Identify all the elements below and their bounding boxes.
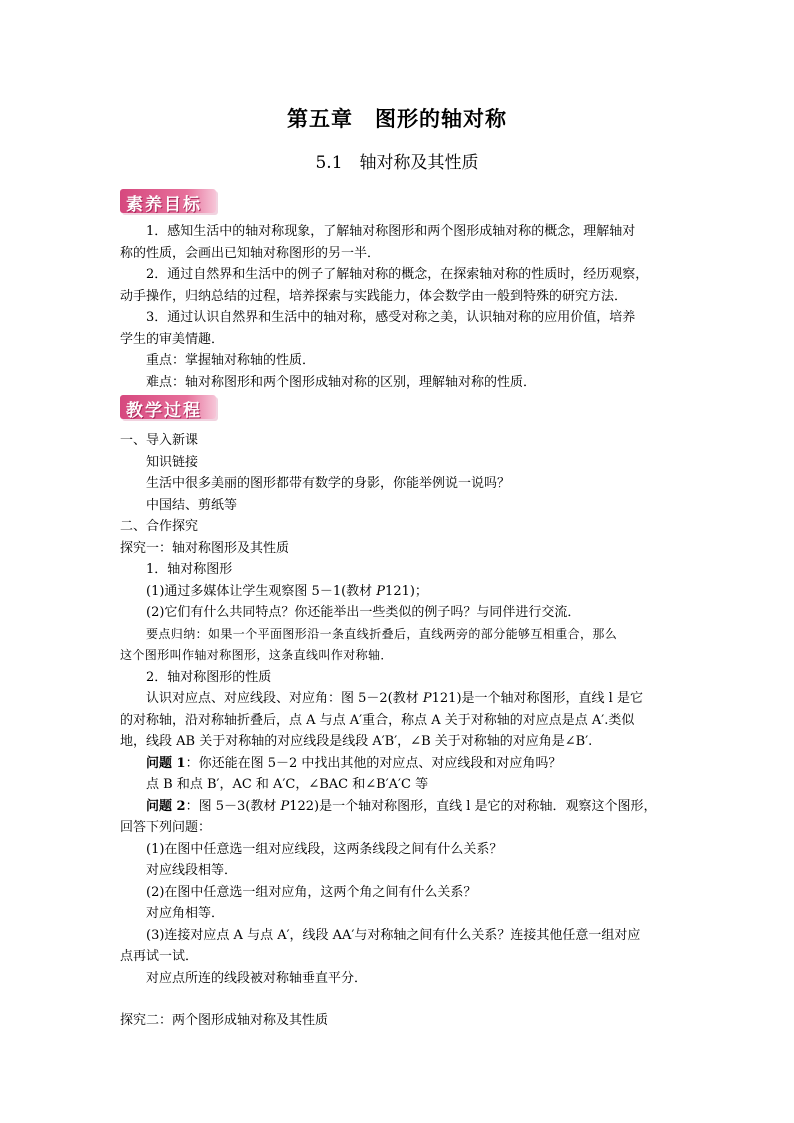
section-import-heading: 一、导入新课 [120, 433, 199, 448]
life-question: 生活中很多美丽的图形都带有数学的身影，你能举例说一说吗？ [146, 476, 511, 491]
question-2-line-1 [120, 796, 680, 818]
property-line-3: 地，线段 AB 关于对称轴的对应线段是线段 A′B′，∠B 关于对称轴的对应角是∠B′. [120, 734, 593, 749]
question-2-part-3-answer: 对应点所连的线段被对称轴垂直平分． [146, 970, 368, 986]
question-2-part-1: (1)在图中任意选一组对应线段，这两条线段之间有什么关系？ [146, 841, 503, 857]
process-section [120, 430, 680, 1032]
question-1-text: ：你还能在图 5－2 中找出其他的对应点、对应线段和对应角吗？ [185, 755, 562, 771]
explore-1-heading: 探究一：轴对称图形及其性质 [120, 540, 290, 556]
q2-text-a: ：图 5－3(教材 [185, 798, 281, 814]
question-2-part-1-answer: 对应线段相等． [146, 863, 238, 878]
subsection-1: 1．轴对称图形 [146, 562, 233, 577]
question-1-answer: 点 B 和点 B′，AC 和 A′C，∠BAC 和∠B′A′C 等 [146, 777, 429, 792]
question-1 [120, 753, 680, 775]
goal-1-line-1: 1．感知生活中的轴对称现象，了解轴对称图形和两个图形成轴对称的概念，理解轴对 [146, 224, 636, 239]
goal-3-line-2: 学生的审美情趣． [120, 331, 225, 347]
goal-2-line-2: 动手操作，归纳总结的过程，培养探索与实践能力，体会数学由一般到特殊的研究方法． [120, 288, 628, 304]
life-answer: 中国结、剪纸等 [146, 497, 238, 513]
question-2-part-2: (2)在图中任意选一组对应角，这两个角之间有什么关系？ [146, 884, 477, 900]
subsection-2: 2．轴对称图形的性质 [146, 669, 272, 685]
subsection-1-question-2: (2)它们有什么共同特点？你还能举出一些类似的例子吗？与同伴进行交流． [146, 605, 581, 620]
q1-text-b: 121)； [385, 583, 428, 599]
property-line-1 [120, 688, 680, 710]
key-point: 重点：掌握轴对称轴的性质． [146, 353, 316, 368]
process-banner-label: 教学过程 [126, 401, 202, 421]
section-title: 5.1 轴对称及其性质 [315, 153, 479, 173]
question-2-part-3-line-2: 点再试一试． [120, 949, 199, 964]
prop-text-b: 121)是一个轴对称图形，直线 l 是它 [431, 691, 643, 706]
goal-2-line-1: 2．通过自然界和生活中的例子了解轴对称的概念，在探索轴对称的性质时，经历观察， [146, 267, 649, 282]
question-1-label: 问题 1 [146, 755, 186, 771]
chapter-title: 第五章 图形的轴对称 [287, 107, 507, 131]
key-summary-line-1: 要点归纳：如果一个平面图形沿一条直线折叠后，直线两旁的部分能够互相重合，那么 [146, 626, 618, 641]
difficult-point: 难点：轴对称图形和两个图形成轴对称的区别，理解轴对称的性质． [146, 374, 537, 390]
q2-text-b: 122)是一个轴对称图形，直线 l 是它的对称轴．观察这个图形， [289, 798, 657, 814]
knowledge-link: 知识链接 [146, 454, 199, 470]
section-explore-heading: 二、合作探究 [120, 519, 199, 534]
goals-banner [120, 189, 216, 213]
prop-text-a: 认识对应点、对应线段、对应角：图 5－2(教材 [146, 691, 423, 706]
question-2-line-2: 回答下列问题： [120, 820, 212, 835]
q1-page-letter: P [376, 583, 386, 599]
q2-page-letter: P [280, 798, 290, 814]
key-summary-line-2: 这个图形叫作轴对称图形，这条直线叫作对称轴． [120, 648, 393, 662]
prop-page-letter: P [422, 691, 432, 706]
question-2-part-2-answer: 对应角相等． [146, 906, 225, 921]
property-line-2: 的对称轴，沿对称轴折叠后，点 A 与点 A′重合，称点 A 关于对称轴的对应点是点 A′.类似 [120, 712, 635, 728]
subsection-1-question-1 [120, 581, 680, 603]
question-2-part-3-line-1: (3)连接对应点 A 与点 A′，线段 AA′与对称轴之间有什么关系？连接其他任意一组对应 [146, 927, 641, 943]
q1-text-a: (1)通过多媒体让学生观察图 5－1(教材 [146, 583, 377, 599]
process-banner [120, 395, 216, 419]
goals-banner-label: 素养目标 [126, 195, 202, 215]
goal-3-line-1: 3．通过认识自然界和生活中的轴对称，感受对称之美，认识轴对称的应用价值，培养 [146, 310, 636, 325]
question-2-label: 问题 2 [146, 798, 186, 814]
goals-section [120, 221, 680, 393]
goal-1-line-2: 称的性质，会画出已知轴对称图形的另一半． [120, 245, 381, 261]
explore-2-heading: 探究二：两个图形成轴对称及其性质 [120, 1013, 329, 1028]
